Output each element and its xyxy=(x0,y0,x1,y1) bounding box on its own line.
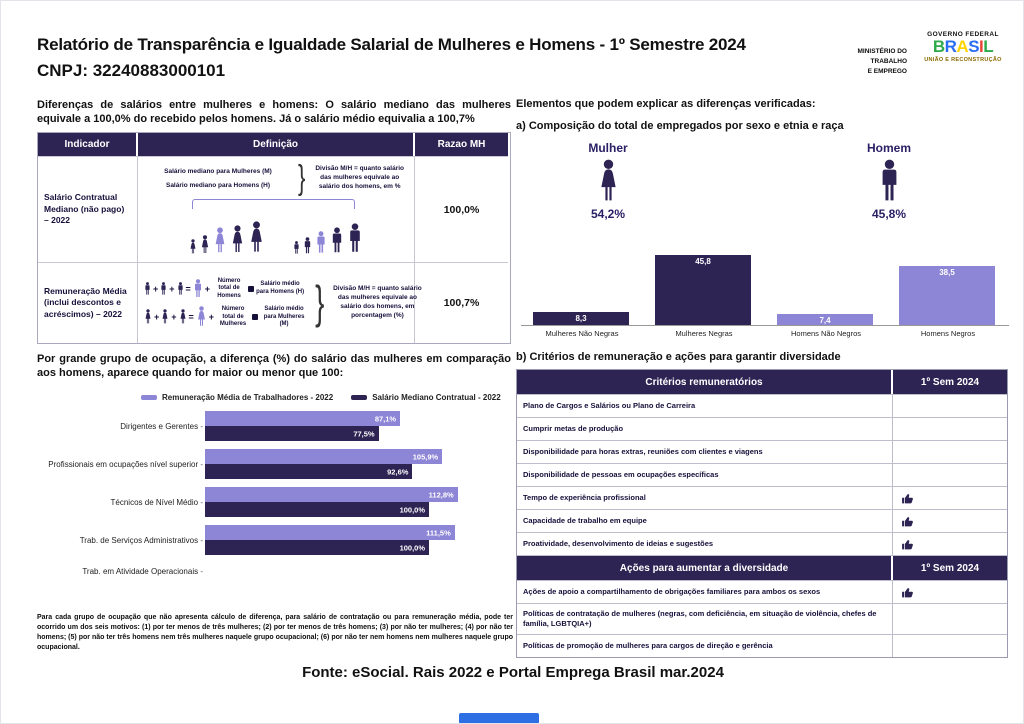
female-icon xyxy=(558,159,658,210)
female-icon xyxy=(200,235,210,255)
section-b-title: b) Critérios de remuneração e ações para garantir diversidade xyxy=(516,351,841,363)
explain-title: Elementos que podem explicar as diferenças verificadas: xyxy=(516,98,816,110)
actions-header: Ações para aumentar a diversidade xyxy=(517,556,893,580)
male-icon xyxy=(160,282,167,296)
female-group-label: Mulher xyxy=(588,141,628,155)
table-row: Políticas de promoção de mulheres para cargos de direção e gerência xyxy=(517,634,1007,657)
female-icon xyxy=(189,239,197,255)
criteria-header: Critérios remuneratórios xyxy=(517,370,893,394)
bottom-scrollbar[interactable] xyxy=(459,713,539,724)
chart-row: Profissionais em ocupações nível superior - 105,9% 92,6% xyxy=(37,449,511,479)
definition-note: Divisão M/H = quanto salário das mulheres equivale ao salário dos homens, em % xyxy=(315,165,405,190)
cnpj-number: CNPJ: 32240883000101 xyxy=(37,61,226,80)
definition-text: Número total de Homens xyxy=(217,277,241,299)
definition-line: Salário mediano para Mulheres (M) xyxy=(164,168,272,175)
table-row: Remuneração Média (inclui descontos e acréscimos) – 2022 + + = + Número total de Homens Salário médio para Homens (H) + + = + Número total de Mulheres Salário médio para Mulheres (M) } Divisão M/H = quanto salário das mulheres equivale ao salário dos homens, em porcentagem (%) 100,7% xyxy=(38,262,510,343)
male-icon xyxy=(144,282,151,296)
occupation-chart-legend xyxy=(141,393,501,402)
col-header-indicador: Indicador xyxy=(38,133,138,156)
bar-mulheres-nao-negras: 8,3 xyxy=(533,312,629,325)
female-icon xyxy=(230,225,245,255)
male-percentage: 45,8% xyxy=(871,207,907,221)
male-icon xyxy=(293,241,300,255)
female-icon xyxy=(161,309,169,325)
female-icon xyxy=(196,306,207,328)
thumbs-up-icon xyxy=(901,538,914,551)
definition-text: Número total de Mulheres xyxy=(219,306,247,327)
female-icon xyxy=(248,221,265,255)
table-row: Disponibilidade de pessoas em ocupações específicas xyxy=(517,463,1007,486)
salary-difference-intro: Diferenças de salários entre mulheres e homens: O salário mediano das mulheres equivale a 100,0% do recebido pelos homens. Já o salário médio equivalia a 100,7% xyxy=(37,99,511,126)
indicator-name: Salário Contratual Mediano (não pago) – 2022 xyxy=(38,156,138,262)
ministry-logo: MINISTÉRIO DO TRABALHO E EMPREGO xyxy=(857,48,907,76)
thumbs-up-icon xyxy=(901,515,914,528)
female-icon xyxy=(179,309,187,325)
brace-glyph: } xyxy=(297,159,306,198)
chart-row: Trab. em Atividade Operacionais - xyxy=(37,567,511,576)
female-icon xyxy=(213,227,227,255)
bar-mulheres-negras: 45,8 xyxy=(655,255,751,325)
indicator-name: Remuneração Média (inclui descontos e acréscimos) – 2022 xyxy=(38,262,138,343)
bar-homens-nao-negros: 7,4 xyxy=(777,314,873,325)
bar-salario-mediano: 77,5% xyxy=(205,426,379,441)
table-row: Cumprir metas de produção xyxy=(517,417,1007,440)
median-people-illustration xyxy=(144,196,408,258)
occupation-bar-chart xyxy=(37,411,511,584)
table-row: Plano de Cargos e Salários ou Plano de Carreira xyxy=(517,394,1007,417)
equals-square-glyph xyxy=(252,314,258,320)
definition-note: Divisão M/H = quanto salário das mulheres equivale ao salário dos homens, em porcentagem (%) xyxy=(333,285,422,319)
equals-square-glyph xyxy=(248,286,254,292)
col-header-definicao: Definição xyxy=(138,133,415,156)
legend-item: Remuneração Média de Trabalhadores - 2022 xyxy=(141,393,333,402)
ratio-value: 100,7% xyxy=(415,262,508,343)
section-a-title: a) Composição do total de empregados por sexo e etnia e raça xyxy=(516,120,844,132)
female-percentage: 54,2% xyxy=(590,207,626,221)
bar-remuneracao-media: 105,9% xyxy=(205,449,442,464)
chart-row: Trab. de Serviços Administrativos - 111,5% 100,0% xyxy=(37,525,511,555)
page-title: Relatório de Transparência e Igualdade Salarial de Mulheres e Homens - 1º Semestre 2024 xyxy=(37,35,746,54)
bar-salario-mediano: 100,0% xyxy=(205,540,429,555)
male-group-label: Homem xyxy=(866,141,911,155)
composition-chart-categories: Mulheres Não Negras Mulheres Negras Homens Não Negros Homens Negros xyxy=(545,329,976,338)
criteria-period: 1º Sem 2024 xyxy=(893,370,1007,394)
chart-footnote: Para cada grupo de ocupação que não apresenta cálculo de diferença, para salário de contratação ou para remuneração média, pode ter ocorrido um dos seis motivos: (1) por ter menos de três mulheres; (2) por ter menos de três homens; (3) por não ter mulheres; (4) por não ter homens; (5) por não ter três homens nem três mulheres naquele grupo ocupacional; (6) por não ter nem homens nem mulheres naquele grupo ocupacional. xyxy=(37,614,513,652)
bar-remuneracao-media: 87,1% xyxy=(205,411,400,426)
criteria-table xyxy=(516,369,1008,658)
ratio-value: 100,0% xyxy=(415,156,508,262)
composition-bar-chart xyxy=(521,235,1009,326)
table-row: Tempo de experiência profissional xyxy=(517,486,1007,509)
occupation-intro: Por grande grupo de ocupação, a diferença (%) do salário das mulheres em comparação aos homens, aparece quando for maior ou menor que 100: xyxy=(37,353,511,380)
chart-row: Dirigentes e Gerentes - 87,1% 77,5% xyxy=(37,411,511,441)
table-row: Ações de apoio a compartilhamento de obrigações familiares para ambos os sexos xyxy=(517,580,1007,603)
male-icon xyxy=(303,237,312,255)
bar-salario-mediano: 100,0% xyxy=(205,502,429,517)
indicator-table xyxy=(37,132,511,344)
chart-row: Técnicos de Nível Médio - 112,8% 100,0% xyxy=(37,487,511,517)
actions-period: 1º Sem 2024 xyxy=(893,556,1007,580)
legend-swatch-light xyxy=(141,395,157,400)
col-header-razao-mh: Razao MH xyxy=(415,133,508,156)
definition-text: Salário médio para Homens (H) xyxy=(256,281,305,295)
source-footer: Fonte: eSocial. Rais 2022 e Portal Emprega Brasil mar.2024 xyxy=(302,664,724,681)
bar-remuneracao-media: 112,8% xyxy=(205,487,458,502)
male-icon xyxy=(330,227,344,255)
male-icon xyxy=(177,282,184,296)
legend-item: Salário Mediano Contratual - 2022 xyxy=(351,393,500,402)
male-icon xyxy=(315,231,327,255)
thumbs-up-icon xyxy=(901,492,914,505)
bar-salario-mediano: 92,6% xyxy=(205,464,412,479)
definition-line: Salário mediano para Homens (H) xyxy=(165,182,271,189)
male-icon xyxy=(839,159,939,210)
legend-swatch-dark xyxy=(351,395,367,400)
table-row: Capacidade de trabalho em equipe xyxy=(517,509,1007,532)
gov-federal-logo: GOVERNO FEDERAL BRASIL UNIÃO E RECONSTRUÇÃO xyxy=(917,31,1009,63)
female-icon xyxy=(144,309,152,325)
male-icon xyxy=(193,279,203,299)
definition-text: Salário médio para Mulheres (M) xyxy=(263,306,305,327)
thumbs-up-icon xyxy=(901,586,914,599)
male-icon xyxy=(347,223,363,255)
table-row: Disponibilidade para horas extras, reuniões com clientes e viagens xyxy=(517,440,1007,463)
table-row: Proatividade, desenvolvimento de ideias e sugestões xyxy=(517,532,1007,555)
median-connector-line xyxy=(192,199,356,209)
brasil-logo: BRASIL xyxy=(932,37,994,56)
table-row: Políticas de contratação de mulheres (negras, com deficiência, em situação de violência, chefes de família, LGBTQIA+) xyxy=(517,603,1007,634)
table-row xyxy=(38,156,510,262)
bar-homens-negros: 38,5 xyxy=(899,266,995,325)
bar-remuneracao-media: 111,5% xyxy=(205,525,455,540)
brace-glyph: } xyxy=(315,276,325,329)
